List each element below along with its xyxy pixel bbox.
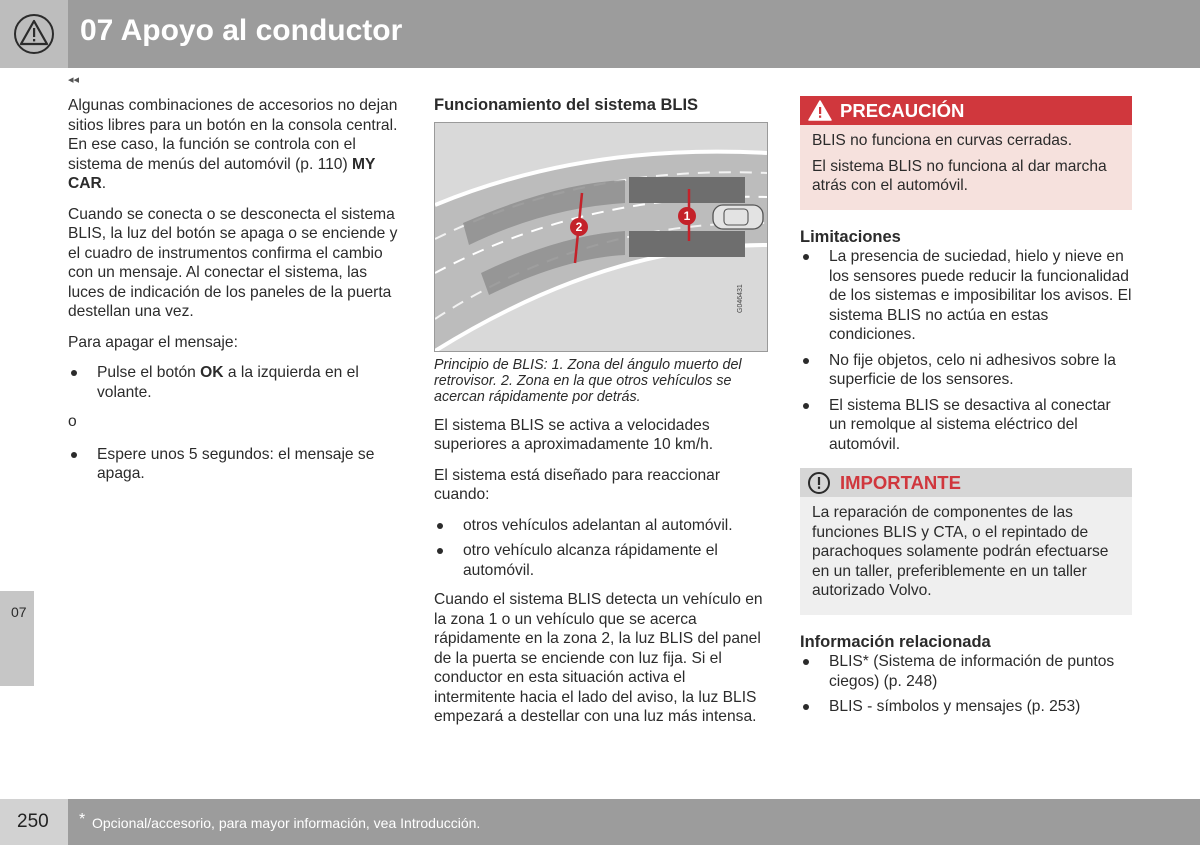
blis-heading: Funcionamiento del sistema BLIS xyxy=(434,96,699,114)
chapter-number: 07 xyxy=(11,604,27,620)
intro-paragraph xyxy=(68,96,403,194)
related-heading: Información relacionada xyxy=(800,632,991,651)
reaction-paragraph: El sistema está diseñado para reaccionar cuando: xyxy=(434,466,721,503)
related-link[interactable]: BLIS - símbolos y mensajes (p. 253) xyxy=(800,697,1132,717)
turn-off-list-2 xyxy=(68,445,403,484)
or-text: o xyxy=(68,413,77,430)
column-left xyxy=(68,96,403,494)
column-middle xyxy=(434,96,770,738)
activation-paragraph: El sistema BLIS se activa a velocidades superiores a aproximadamente 10 km/h. xyxy=(434,416,714,453)
turn-off-paragraph: Para apagar el mensaje: xyxy=(68,333,238,351)
important-box xyxy=(800,468,1132,615)
turn-off-list xyxy=(68,363,403,402)
column-right xyxy=(800,96,1132,727)
list-item: No fije objetos, celo ni adhesivos sobre la superficie de los sensores. xyxy=(800,351,1132,390)
related-link[interactable]: BLIS* (Sistema de información de puntos ciegos) (p. 248) xyxy=(800,652,1132,691)
list-item: Espere unos 5 segundos: el mensaje se apaga. xyxy=(68,445,403,484)
ok-label: OK xyxy=(200,364,224,381)
detection-paragraph: Cuando el sistema BLIS detecta un vehículo en la zona 1 o un vehículo que se acerca rápidamente en la zona 2, la luz BLIS del panel de la puerta se enciende con luz fija. Si el conductor en esta situación activa el intermitente hacia el lado del aviso, la luz BLIS empezará a destellar con una luz más intensa. xyxy=(434,591,763,725)
caution-text: BLIS no funciona en curvas cerradas. xyxy=(812,132,1073,149)
list-item: La presencia de suciedad, hielo y nieve en los sensores puede reducir la funcionalidad de los sistemas e imposibilitar los avisos. El sistema BLIS no actúa en estas condiciones. xyxy=(800,247,1132,345)
chapter-title: 07 Apoyo al conductor xyxy=(80,14,403,47)
caution-header xyxy=(800,96,1132,125)
page-number: 250 xyxy=(17,811,49,832)
zone-2-label: 2 xyxy=(575,219,583,234)
intro-text: Algunas combinaciones de accesorios no dejan sitios libres para un botón en la consola central. En ese caso, la función se controla con el sistema de menús del automóvil (p. 110) xyxy=(68,97,398,173)
list-item: otro vehículo alcanza rápidamente el automóvil. xyxy=(434,541,770,580)
footer-note: Opcional/accesorio, para mayor información, vea Introducción. xyxy=(92,815,481,831)
list-item: otros vehículos adelantan al automóvil. xyxy=(434,516,770,536)
zone-2-marker xyxy=(570,218,588,236)
blis-diagram xyxy=(434,122,768,352)
page-header xyxy=(0,0,1200,68)
list-item: El sistema BLIS se desactiva al conectar un remolque al sistema eléctrico del automóvil. xyxy=(800,396,1132,455)
zone-1-label: 1 xyxy=(683,208,691,223)
figure-caption: Principio de BLIS: 1. Zona del ángulo muerto del retrovisor. 2. Zona en la que otros vehículos se acercan rápidamente por detrás. xyxy=(434,356,742,405)
list-item-text: Pulse el botón xyxy=(97,364,201,381)
important-body xyxy=(800,497,1132,615)
list-item xyxy=(68,363,403,402)
list-item-text: a la izquierda en el volante. xyxy=(97,364,359,401)
exclamation-circle-icon xyxy=(807,471,831,503)
warning-triangle-icon xyxy=(807,99,833,130)
important-title: IMPORTANTE xyxy=(840,472,961,493)
road-illustration xyxy=(435,123,767,351)
important-text: La reparación de componentes de las funciones BLIS y CTA, o el repintado de parachoques solamente podrán efectuarse en un taller, preferiblemente en un taller autorizado Volvo. xyxy=(812,504,1109,599)
asterisk-mark: * xyxy=(79,811,86,828)
chapter-side-tab[interactable] xyxy=(0,591,34,686)
limitations-heading: Limitaciones xyxy=(800,227,901,246)
caution-text: El sistema BLIS no funciona al dar marcha atrás con el automóvil. xyxy=(812,157,1107,194)
header-icon-box xyxy=(0,0,68,68)
caution-box xyxy=(800,96,1132,210)
caution-title: PRECAUCIÓN xyxy=(840,100,965,121)
reaction-list xyxy=(434,516,770,581)
page-number-box xyxy=(0,799,68,845)
intro-end: . xyxy=(101,175,107,192)
related-list xyxy=(800,652,1132,717)
important-header xyxy=(800,468,1132,497)
figure-code: G046431 xyxy=(737,283,744,313)
limitations-list xyxy=(800,247,1132,454)
page-footer xyxy=(68,799,1200,845)
zone-1-marker xyxy=(678,207,696,225)
caution-body xyxy=(800,125,1132,210)
rewind-icon[interactable]: ◂◂ xyxy=(68,74,80,86)
my-car-label: MY CAR xyxy=(68,155,376,192)
connect-paragraph: Cuando se conecta o se desconecta el sistema BLIS, la luz del botón se apaga o se enciende y el cuadro de instrumentos confirma el cambio con un mensaje. Al conectar el sistema, las luces de indicación de los paneles de la puerta destellan una vez. xyxy=(68,205,398,320)
warning-triangle-icon xyxy=(14,14,54,54)
